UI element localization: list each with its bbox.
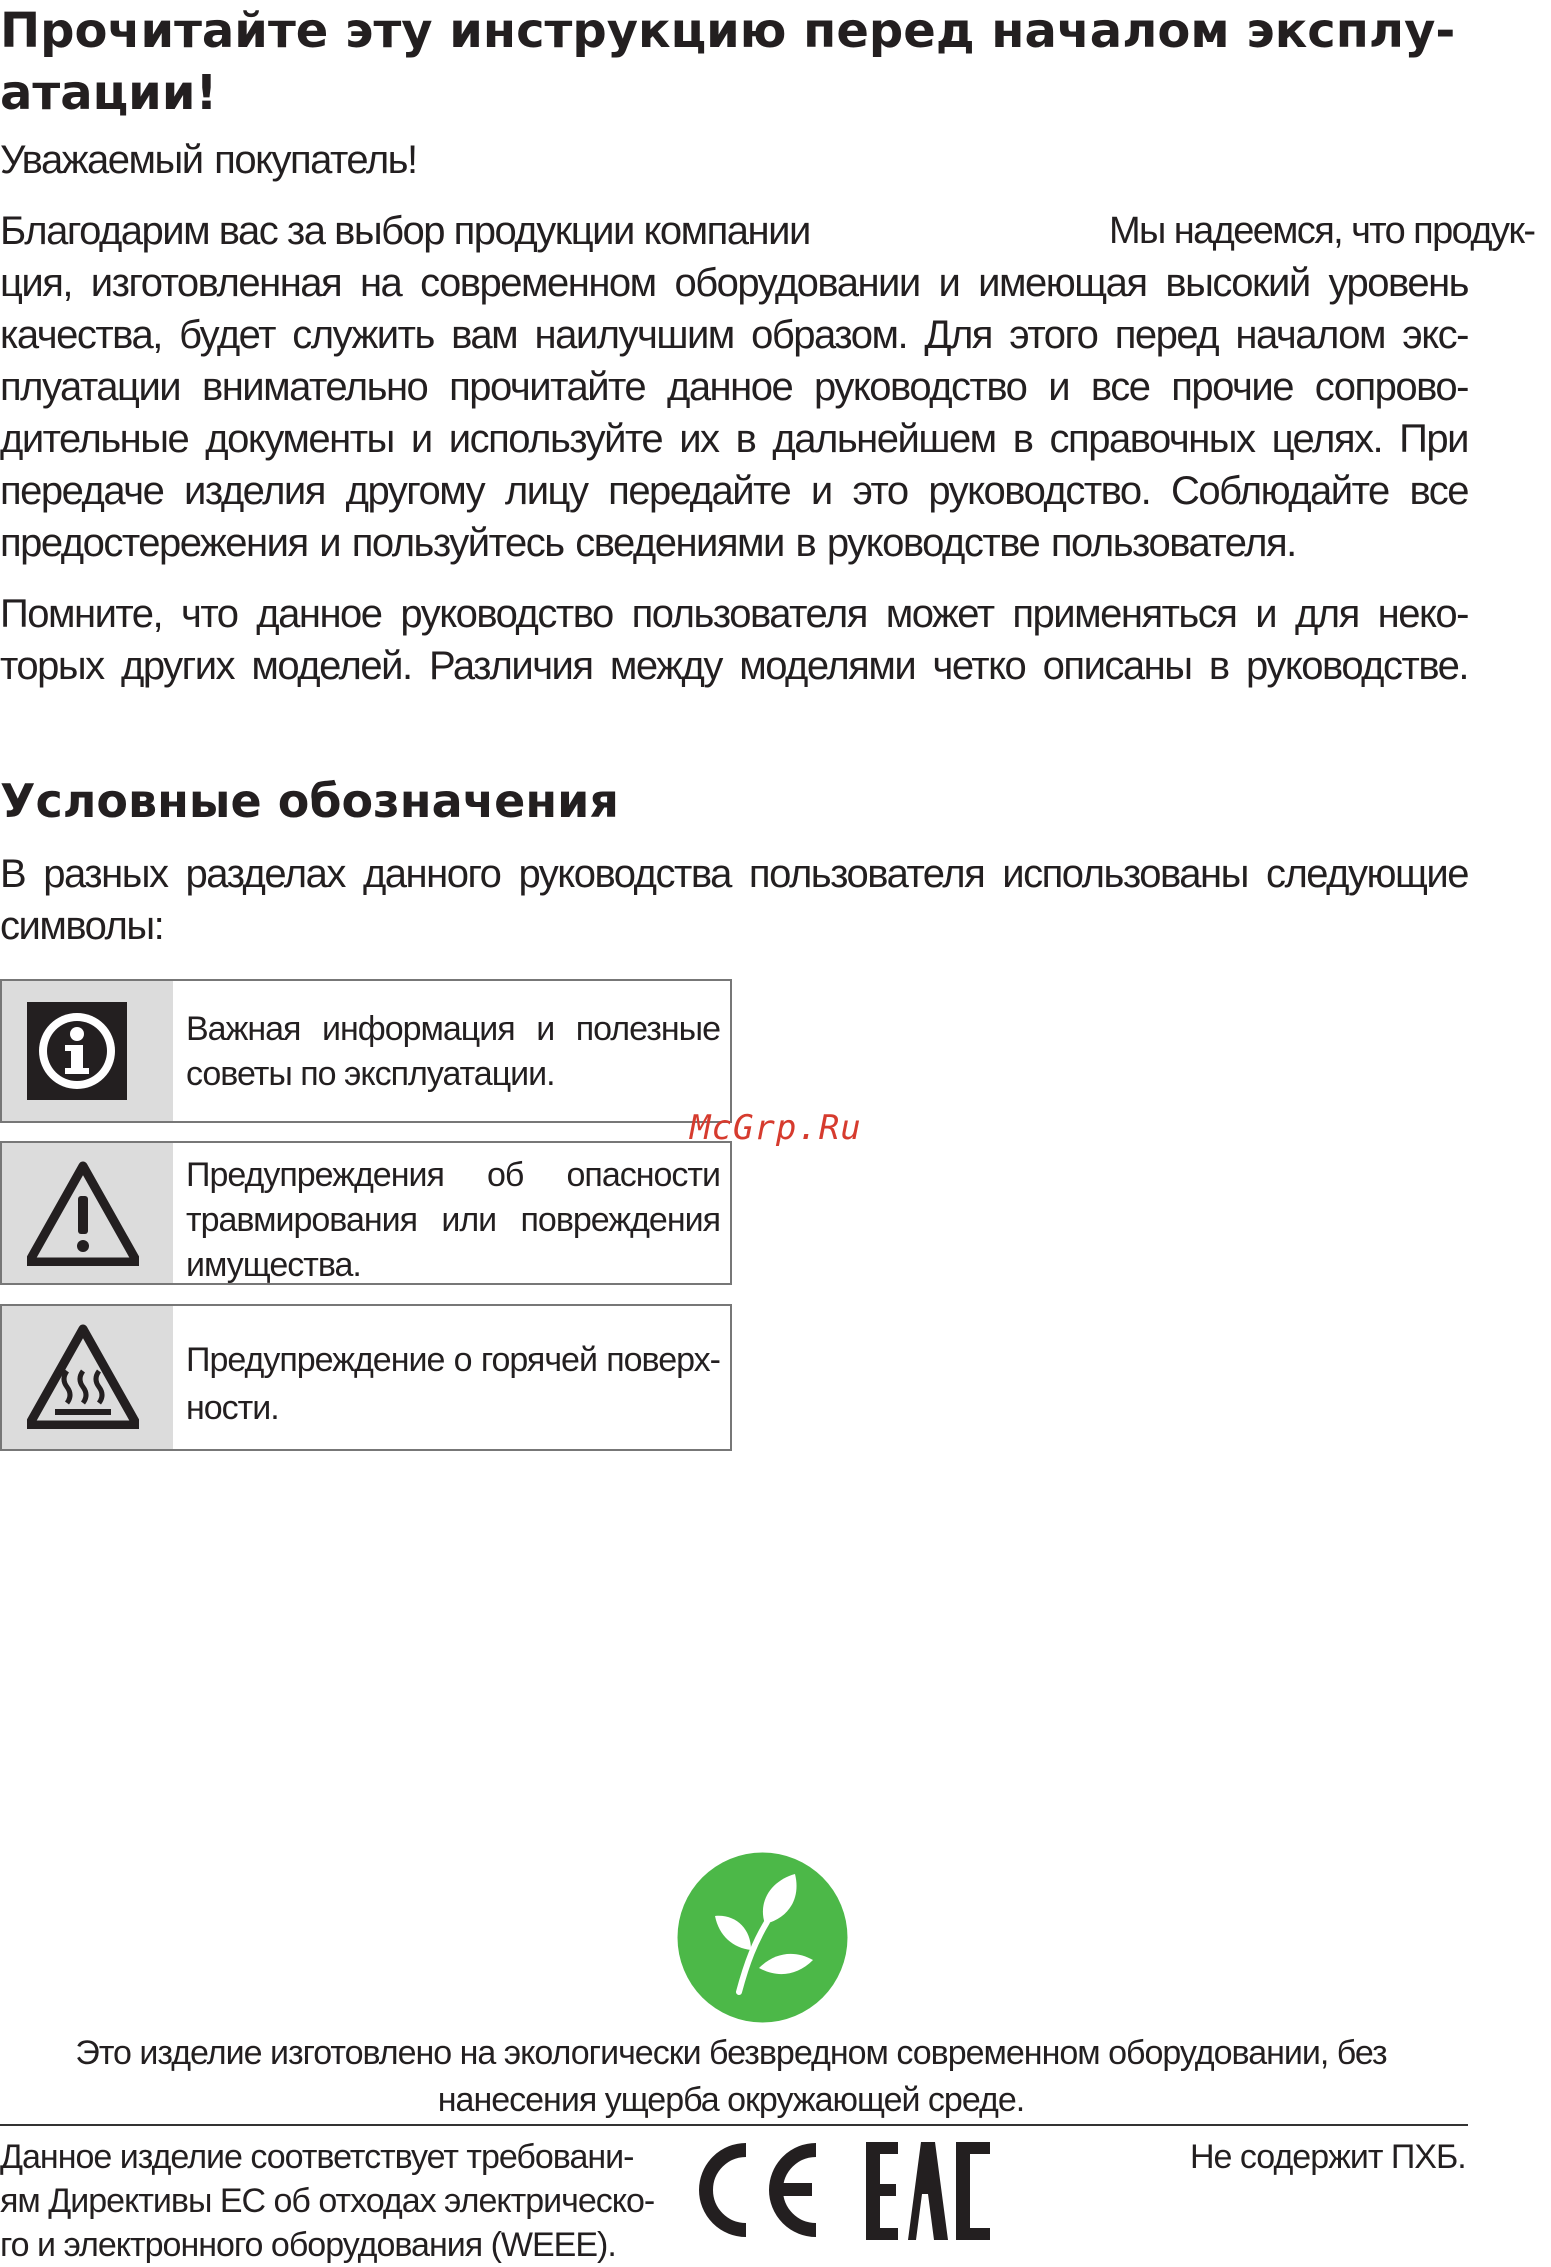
symbols-intro-line: символы: bbox=[0, 904, 164, 948]
note-paragraph bbox=[0, 588, 1468, 692]
intro-line-1-right: Мы надеемся, что продук- bbox=[1109, 210, 1535, 252]
weee-line: ям Директивы ЕС об отходах электрическо- bbox=[0, 2182, 655, 2220]
symbols-heading: Условные обозначения bbox=[0, 774, 619, 828]
leaf-icon bbox=[677, 1852, 848, 2023]
symbol-row-info bbox=[0, 979, 732, 1123]
title-line-1: Прочитайте эту инструкцию перед началом эксплу- bbox=[0, 3, 1456, 59]
ce-mark-icon bbox=[706, 2150, 816, 2230]
intro-line: предостережения и пользуйтесь сведениями в руководстве пользователя. bbox=[0, 521, 1296, 565]
certification-marks bbox=[688, 2136, 998, 2244]
watermark: McGrp.Ru bbox=[690, 1108, 862, 1148]
symbol-row-warning bbox=[0, 1141, 732, 1285]
info-icon bbox=[2, 981, 173, 1121]
intro-line: дительные документы и используйте их в дальнейшем в справочных целях. При bbox=[0, 417, 1468, 461]
eac-mark-icon bbox=[866, 2142, 990, 2240]
intro-line: качества, будет служить вам наилучшим образом. Для этого перед началом экс- bbox=[0, 313, 1468, 357]
hot-surface-icon bbox=[2, 1306, 173, 1449]
eco-statement bbox=[0, 2030, 1462, 2124]
symbol-text-warning: Предупреждения об опасности травмирования или повреждения имущества. bbox=[186, 1156, 720, 1284]
page-title bbox=[0, 0, 1530, 124]
warning-triangle-icon bbox=[2, 1143, 173, 1283]
intro-line: передаче изделия другому лицу передайте и это руководство. Соблюдайте все bbox=[0, 469, 1468, 513]
intro-line-1-left: Благодарим вас за выбор продукции компании bbox=[0, 209, 810, 253]
intro-paragraph bbox=[0, 257, 1468, 569]
weee-statement bbox=[0, 2135, 660, 2267]
symbol-text-hot-surface: Предупреждение о горячей поверх-ности. bbox=[186, 1341, 720, 1427]
eco-line-1: Это изделие изготовлено на экологически безвредном современном оборудовании, без bbox=[75, 2034, 1387, 2072]
symbol-row-hot-surface bbox=[0, 1304, 732, 1451]
title-line-2: атации! bbox=[0, 65, 218, 121]
eco-line-2: нанесения ущерба окружающей среде. bbox=[437, 2081, 1025, 2119]
symbols-intro bbox=[0, 848, 1468, 952]
footer-divider bbox=[0, 2124, 1468, 2126]
symbol-text-info: Важная информация и полезные советы по эксплуатации. bbox=[186, 1010, 720, 1093]
greeting: Уважаемый покупатель! bbox=[0, 138, 417, 182]
intro-line: ция, изготовленная на современном оборудовании и имеющая высокий уровень bbox=[0, 261, 1468, 305]
weee-line: Данное изделие соответствует требовани- bbox=[0, 2138, 634, 2176]
no-pcb-statement: Не содержит ПХБ. bbox=[1190, 2138, 1466, 2176]
symbols-intro-line: В разных разделах данного руководства пользователя использованы следующие bbox=[0, 852, 1468, 896]
weee-line: го и электронного оборудования (WEEE). bbox=[0, 2226, 616, 2264]
intro-line: плуатации внимательно прочитайте данное руководство и все прочие сопрово- bbox=[0, 365, 1468, 409]
note-line: Помните, что данное руководство пользователя может применяться и для неко- bbox=[0, 592, 1468, 636]
note-line: торых других моделей. Различия между моделями четко описаны в руководстве. bbox=[0, 644, 1468, 688]
